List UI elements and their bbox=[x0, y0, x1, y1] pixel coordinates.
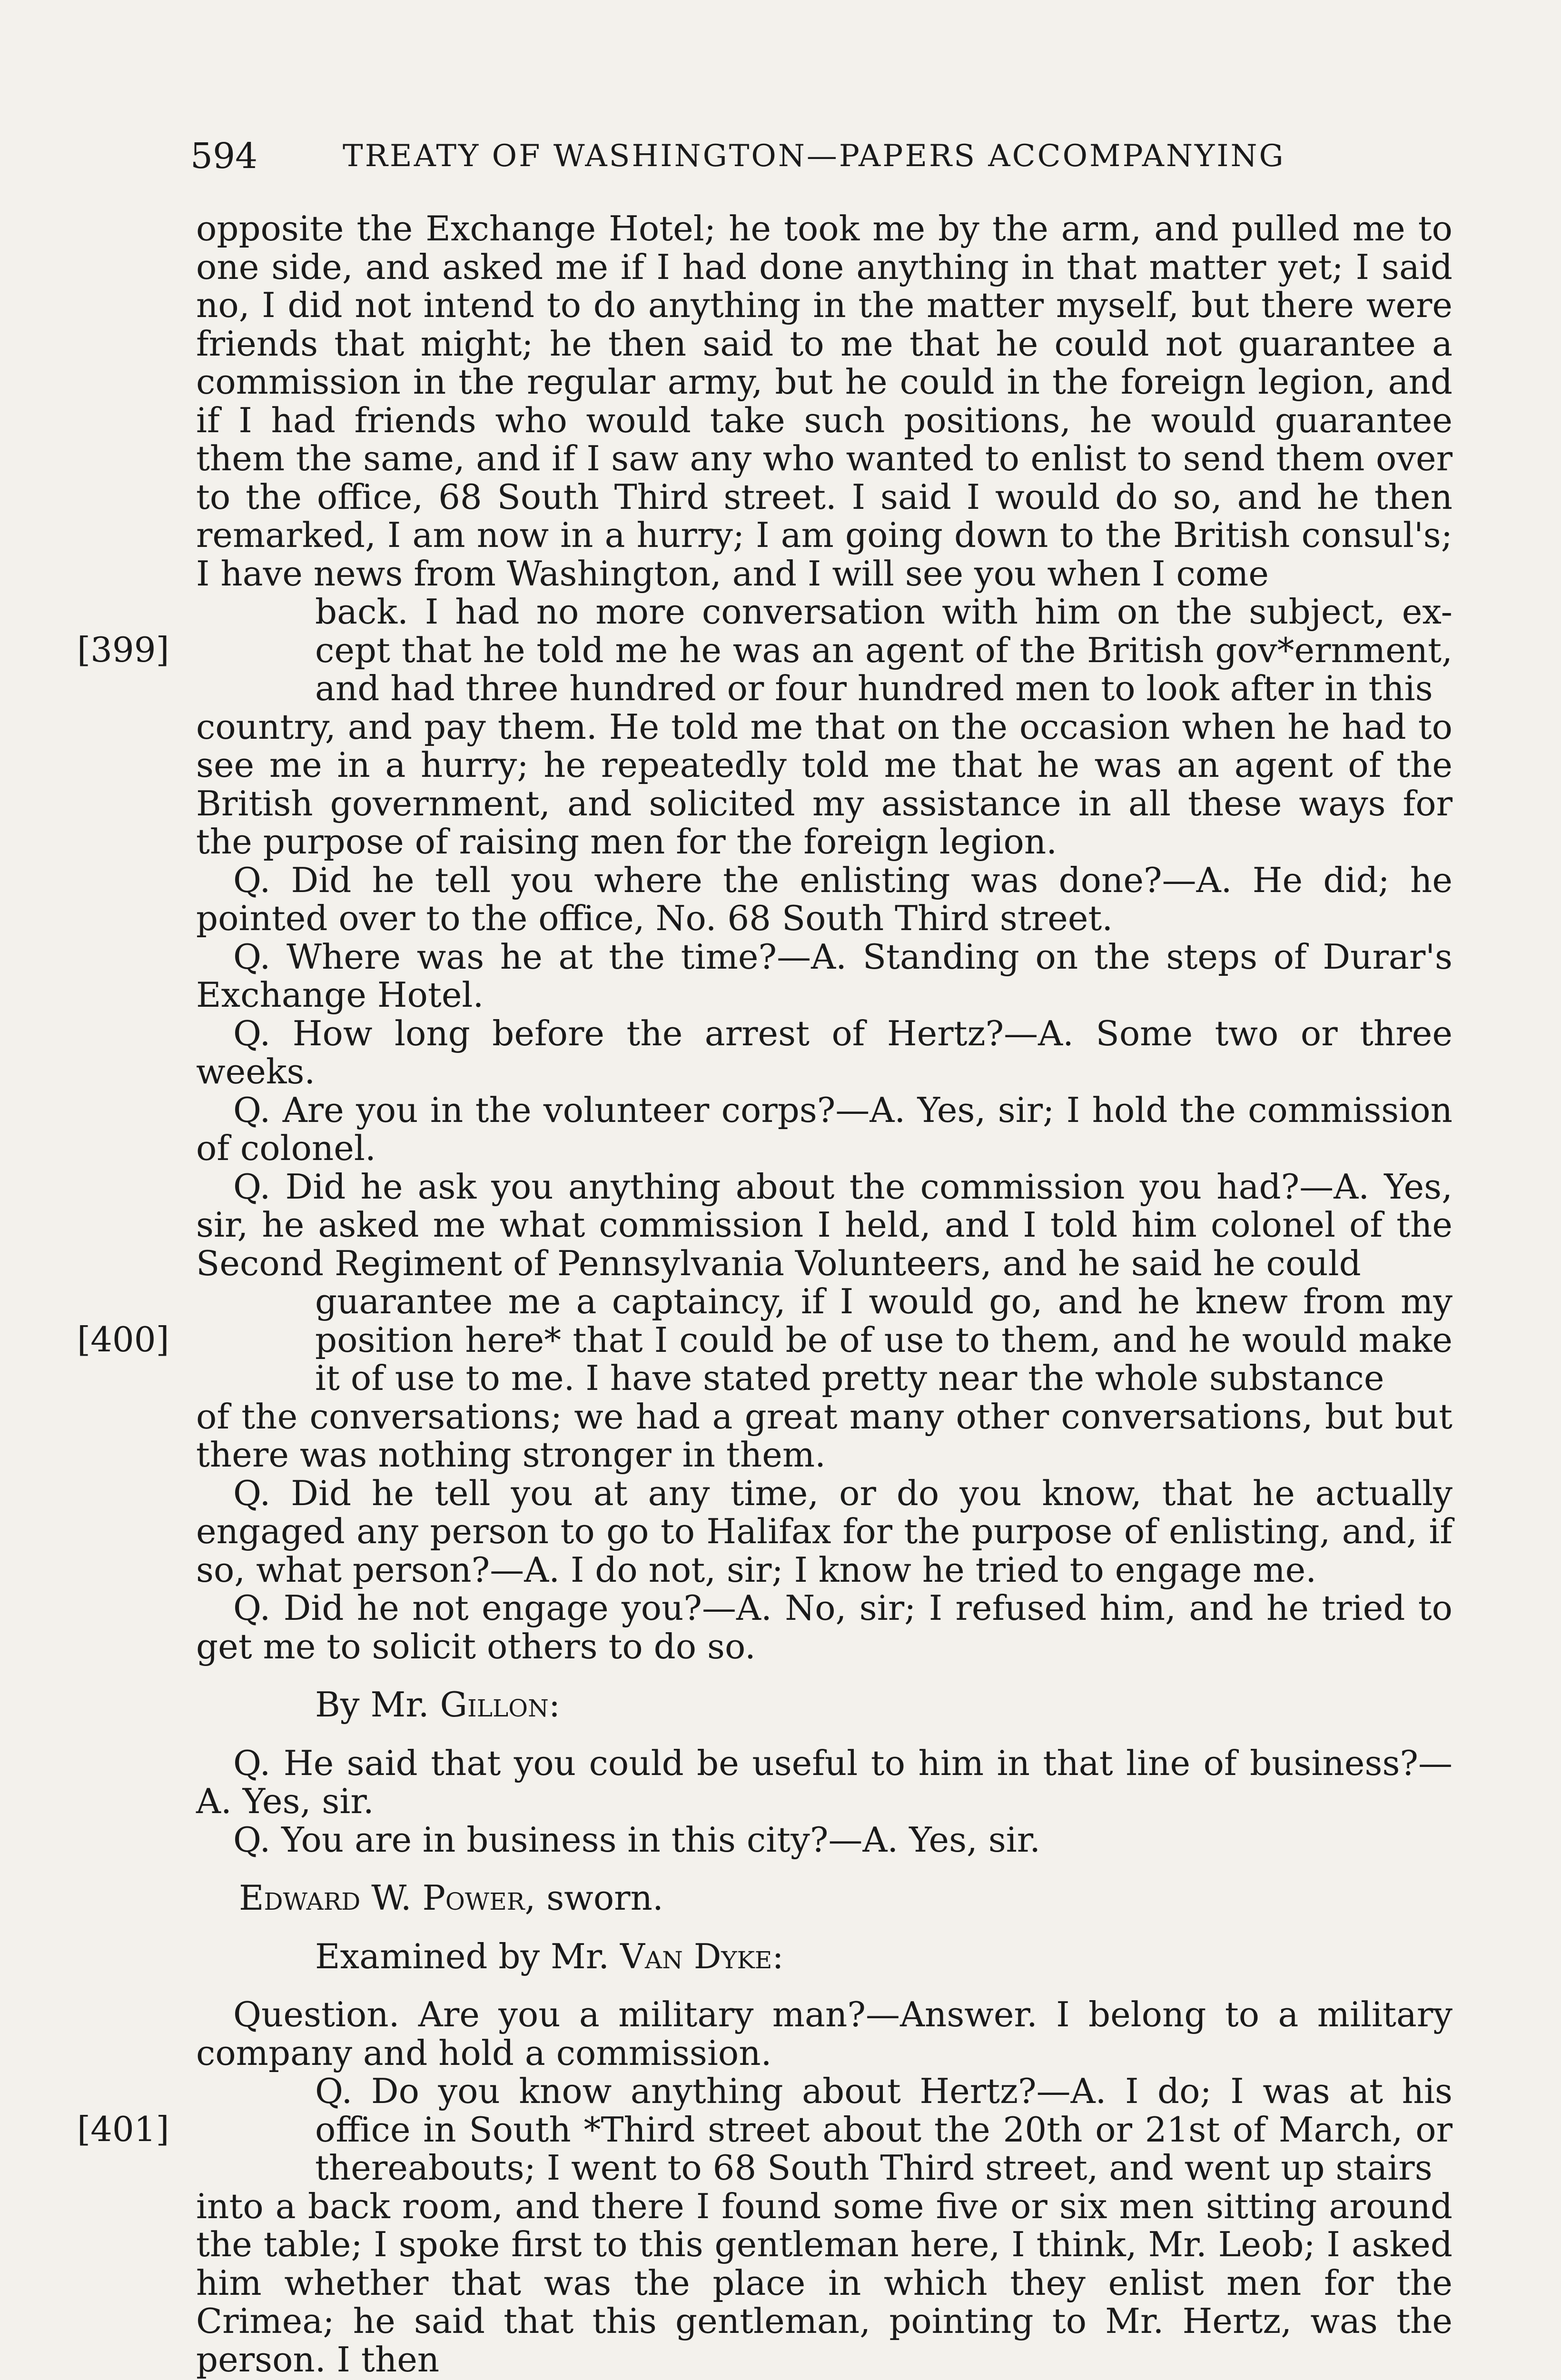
paragraph-text: country, and pay them. He told me that on the occasion when he had to see me in a hurry; he repeatedly told me that he was an agent of the British government, and solicited my assistance in all these ways for the purpose of raising men for the foreign legion. bbox=[196, 706, 1452, 862]
paragraph-text: Q. Do you know anything about Hertz?—A. I do; I was at his office in South *Third street about the 20th or 21st of March, or thereabouts; I went to 68 South Third street, and went up stairs bbox=[315, 2071, 1452, 2188]
paragraph-text: back. I had no more conversation with him on the subject, ex-cept that he told me he was an agent of the British gov*ernment, and had three hundred or four hundred men to look after in this bbox=[315, 592, 1452, 708]
question-answer: Q. Did he not engage you?—A. No, sir; I refused him, and he tried to get me to solicit others to do so. bbox=[196, 1588, 1452, 1666]
witness-heading: Edward W. Power, sworn. bbox=[239, 1878, 663, 1918]
margin-page-marker: [399] bbox=[77, 630, 169, 670]
question-answer: Q. Did he tell you where the enlisting was done?—A. He did; he pointed over to the office, No. 68 South Third street. bbox=[196, 860, 1452, 938]
margin-block-401 bbox=[77, 2071, 1452, 2188]
page-header bbox=[190, 136, 1323, 183]
paragraph-continuation: opposite the Exchange Hotel; he took me by the arm, and pulled me to one side, and asked me if I had done anything in that matter yet; I said no, I did not intend to do anything in the matter myself, but there were friends that might; he then said to me that he could not guarantee a commission in the regular army, but he could in the foreign legion, and if I had friends who would take such positions, he would guarantee them the same, and if I saw any who wanted to enlist to send them over to the office, 68 South Third street. I said I would do so, and he then remarked, I am now in a hurry; I am going down to the British consul's; I have news from Washington, and I will see you when I come bbox=[196, 208, 1452, 594]
examiner-name: Gillon: bbox=[440, 1685, 561, 1725]
paragraph-text: guarantee me a captaincy, if I would go, and he knew from my position here* that I could be of use to them, and he would make it of use to me. I have stated pretty near the whole substance bbox=[315, 1281, 1452, 1398]
question-answer: Q. Did he ask you anything about the commission you had?—A. Yes, sir, he asked me what commission I held, and I told him colonel of the Second Regiment of Pennsylvania Volunteers, and he said he could bbox=[196, 1166, 1452, 1283]
question-answer: Q. Did he tell you at any time, or do you know, that he actually engaged any person to go to Halifax for the purpose of enlisting, and, if so, what person?—A. I do not, sir; I know he tried to engage me. bbox=[196, 1473, 1452, 1590]
page-number: 594 bbox=[190, 136, 258, 177]
question-answer: Q. How long before the arrest of Hertz?—A. Some two or three weeks. bbox=[196, 1013, 1452, 1091]
margin-block-400 bbox=[77, 1281, 1452, 1398]
question-answer: Q. Are you in the volunteer corps?—A. Yes, sir; I hold the commission of colonel. bbox=[196, 1090, 1452, 1168]
margin-page-marker: [401] bbox=[77, 2109, 169, 2149]
margin-block-399 bbox=[77, 592, 1452, 708]
question-answer: Q. Where was he at the time?—A. Standing on the steps of Durar's Exchange Hotel. bbox=[196, 936, 1452, 1015]
margin-page-marker: [400] bbox=[77, 1319, 169, 1359]
examiner-heading: By Mr. Gillon: bbox=[315, 1685, 561, 1725]
paragraph-text: of the conversations; we had a great many other conversations, but but there was nothing stronger in them. bbox=[196, 1396, 1452, 1475]
question-answer: Q. He said that you could be useful to him in that line of business?—A. Yes, sir. bbox=[196, 1743, 1452, 1821]
question-answer: Q. You are in business in this city?—A. Yes, sir. bbox=[233, 1819, 1041, 1860]
running-title: TREATY OF WASHINGTON—PAPERS ACCOMPANYING bbox=[343, 139, 1285, 174]
page-body bbox=[77, 208, 1452, 2380]
question-answer: Question. Are you a military man?—Answer. I belong to a military company and hold a commission. bbox=[196, 1994, 1452, 2073]
paragraph-text: into a back room, and there I found some five or six men sitting around the table; I spoke first to this gentleman here, I think, Mr. Leob; I asked him whether that was the place in which they enlist men for the Crimea; he said that this gentleman, pointing to Mr. Hertz, was the person. I then bbox=[196, 2186, 1452, 2380]
examiner-name: Van Dyke: bbox=[620, 1936, 784, 1976]
witness-name: Edward W. Power, bbox=[239, 1878, 536, 1918]
examiner-heading: Examined by Mr. Van Dyke: bbox=[315, 1936, 784, 1976]
